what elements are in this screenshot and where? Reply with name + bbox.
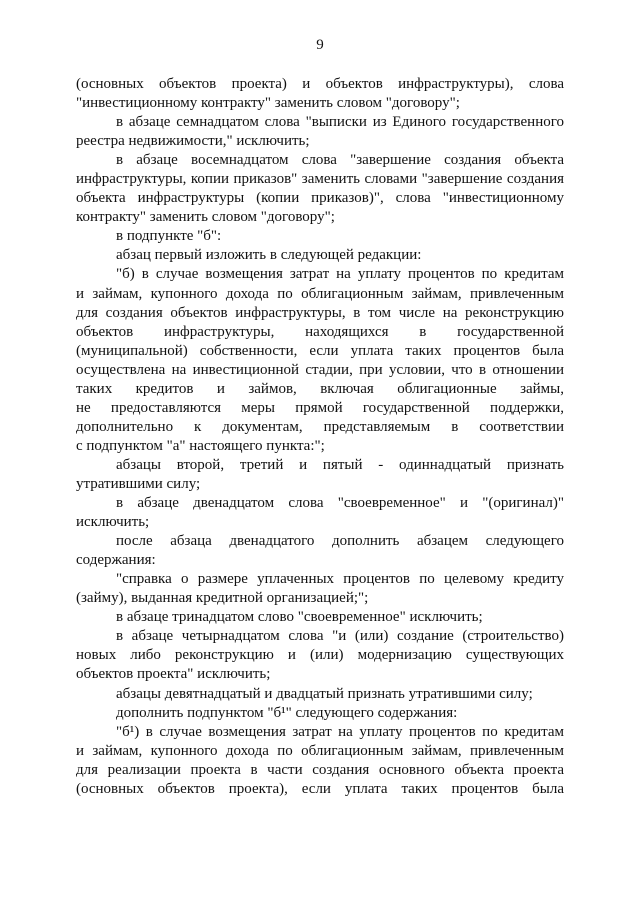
text-line: реестра недвижимости," исключить; <box>76 133 310 150</box>
text-line: и займам, купонного дохода по облигационным займам, привлеченным <box>76 742 564 759</box>
text-line: новых либо реконструкцию и (или) модернизацию существующих <box>76 647 564 664</box>
text-line: (муниципальной) собственности, если уплата таких процентов была <box>76 342 564 359</box>
text-line: содержания: <box>76 552 156 569</box>
text-line: для реализации проекта в части создания основного объекта проекта <box>76 761 564 778</box>
document-body <box>76 75 564 799</box>
text-line: в абзаце восемнадцатом слова "завершение создания объекта <box>116 152 564 169</box>
text-line: контракту" заменить словом "договору"; <box>76 209 335 226</box>
text-line: в абзаце тринадцатом слово "своевременное" исключить; <box>116 609 483 626</box>
text-line: в абзаце семнадцатом слова "выписки из Единого государственного <box>116 114 564 131</box>
text-line: "б) в случае возмещения затрат на уплату процентов по кредитам <box>116 266 564 283</box>
text-line: дополнительно к документам, представляемым в соответствии <box>76 418 564 435</box>
page-number: 9 <box>316 37 324 53</box>
text-line: "б¹) в случае возмещения затрат на уплату процентов по кредитам <box>116 723 564 740</box>
text-line: с подпунктом "а" настоящего пункта:"; <box>76 437 325 454</box>
text-line: объектов проекта" исключить; <box>76 666 271 683</box>
text-line: "справка о размере уплаченных процентов по целевому кредиту <box>116 571 564 588</box>
text-line: и займам, купонного дохода по облигационным займам, привлеченным <box>76 285 564 302</box>
text-line: исключить; <box>76 514 150 531</box>
text-line: в абзаце двенадцатом слова "своевременное" и "(оригинал)" <box>116 495 564 512</box>
text-line: объектов инфраструктуры, находящихся в государственной <box>76 323 564 340</box>
text-line: не предоставляются меры прямой государственной поддержки, <box>76 399 564 416</box>
text-line: дополнить подпунктом "б¹" следующего содержания: <box>116 704 458 721</box>
text-line: таких кредитов и займов, включая облигационные займы, <box>76 380 564 397</box>
text-line: (основных объектов проекта), если уплата таких процентов была <box>76 780 564 797</box>
text-line: абзацы второй, третий и пятый - одиннадцатый признать <box>116 456 564 473</box>
text-line: в подпункте "б": <box>116 228 222 245</box>
text-line: (основных объектов проекта) и объектов инфраструктуры), слова <box>76 76 564 92</box>
text-line: для создания объектов инфраструктуры, в том числе на реконструкцию <box>76 304 564 321</box>
text-line: утратившими силу; <box>76 475 201 492</box>
text-line: осуществлена на инвестиционной стадии, при условии, что в отношении <box>76 361 564 378</box>
text-line: абзацы девятнадцатый и двадцатый признать утратившими силу; <box>116 685 533 702</box>
text-line: абзац первый изложить в следующей редакции: <box>116 247 422 264</box>
text-line: "инвестиционному контракту" заменить словом "договору"; <box>76 95 460 112</box>
text-line: после абзаца двенадцатого дополнить абзацем следующего <box>116 533 564 550</box>
text-line: (займу), выданная кредитной организацией;"; <box>76 590 369 607</box>
text-line: в абзаце четырнадцатом слова "и (или) создание (строительство) <box>116 628 564 645</box>
text-line: объекта инфраструктуры (копии приказов)", слова "инвестиционному <box>76 190 564 207</box>
text-line: инфраструктуры, копии приказов" заменить словами "завершение создания <box>76 171 564 188</box>
